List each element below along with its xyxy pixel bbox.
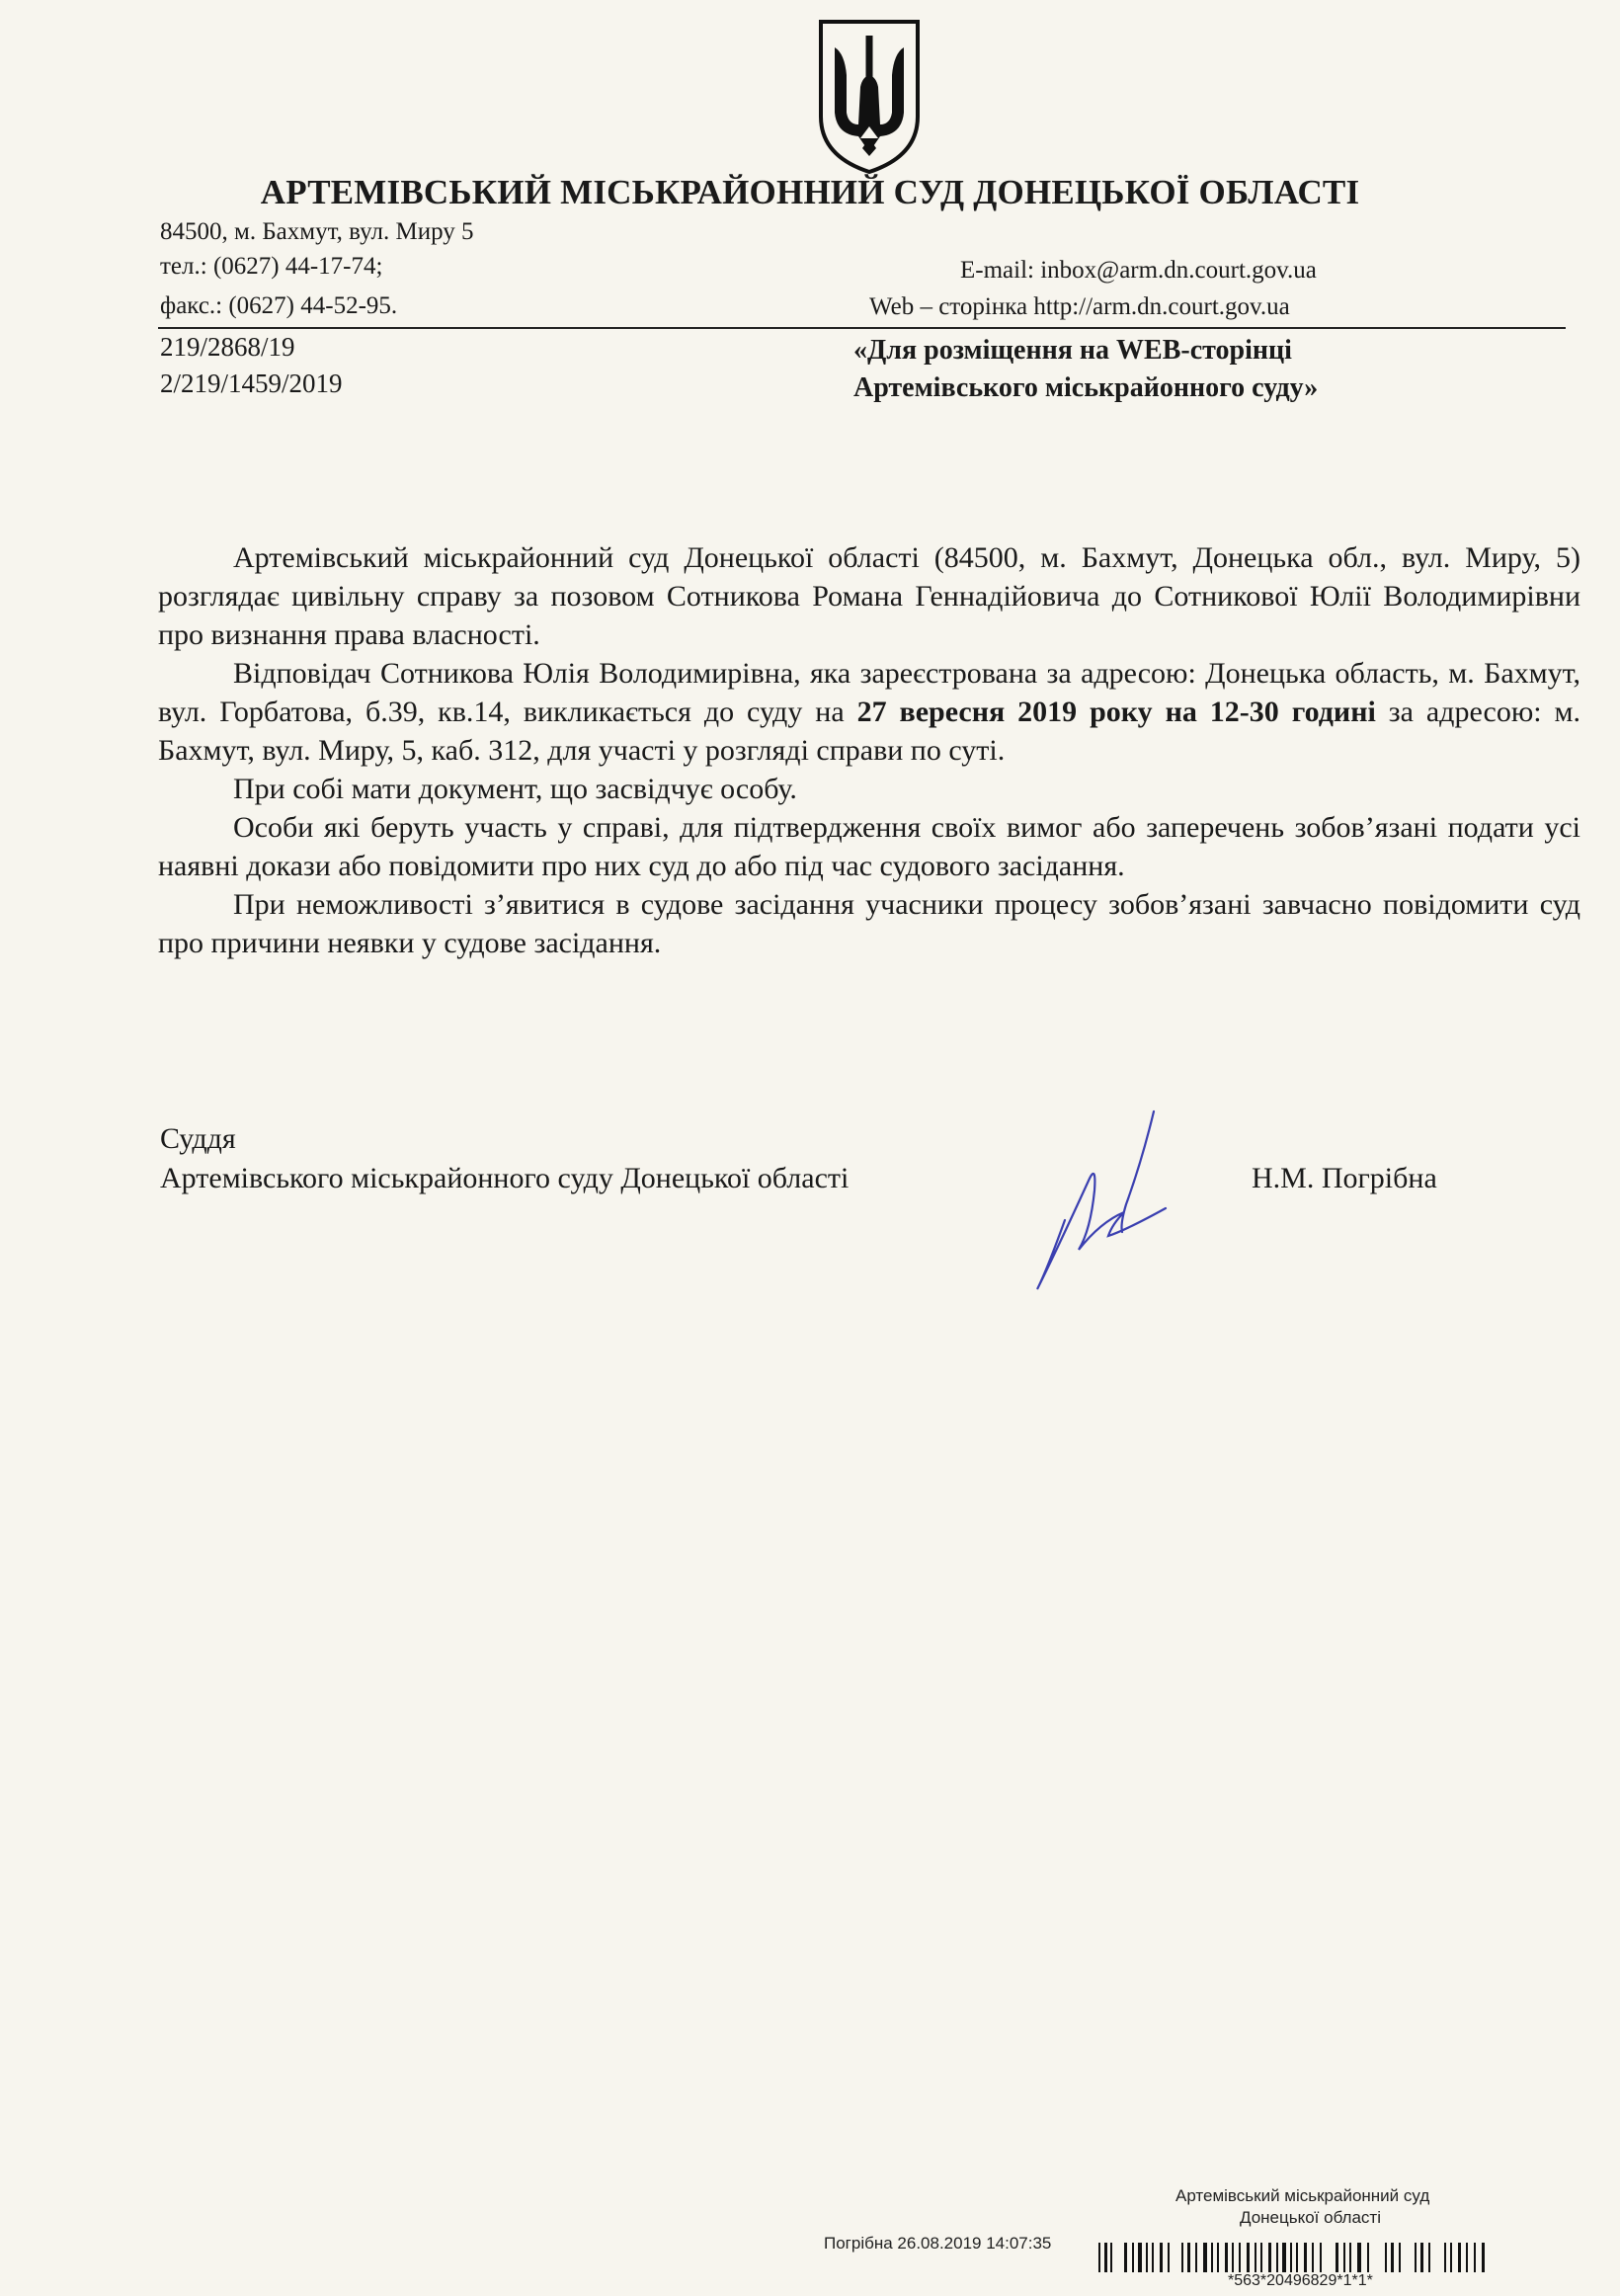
court-address: 84500, м. Бахмут, вул. Миру 5 bbox=[160, 218, 474, 245]
stamp-court-line1: Артемівський міськрайонний суд bbox=[1175, 2186, 1430, 2205]
hearing-datetime: 27 вересня 2019 року на 12-30 годині bbox=[856, 696, 1376, 728]
web-notice-line1: «Для розміщення на WEB-сторінці bbox=[853, 335, 1292, 366]
stamp-registration: Погрібна 26.08.2019 14:07:35 bbox=[824, 2234, 1052, 2253]
court-phone: тел.: (0627) 44-17-74; bbox=[160, 253, 383, 280]
notice-body bbox=[158, 538, 1580, 962]
barcode bbox=[1098, 2243, 1533, 2272]
proceeding-number: 2/219/1459/2019 bbox=[160, 369, 343, 398]
case-number: 219/2868/19 bbox=[160, 332, 295, 362]
judge-name: Н.М. Погрібна bbox=[1252, 1162, 1437, 1194]
paragraph-id-document: При собі мати документ, що засвідчує особу. bbox=[233, 773, 797, 805]
header-divider bbox=[158, 327, 1566, 329]
signature-role: Суддя bbox=[160, 1122, 236, 1155]
barcode-number: *563*20496829*1*1* bbox=[1228, 2272, 1373, 2289]
paragraph-absence: При неможливості з’явитися в судове засідання учасники процесу зобов’язані завчасно повідомити суд про причини неявки у судове засідання. bbox=[158, 888, 1580, 959]
court-email: E-mail: inbox@arm.dn.court.gov.ua bbox=[960, 257, 1317, 284]
court-fax: факс.: (0627) 44-52-95. bbox=[160, 292, 398, 319]
paragraph-case-description: Артемівський міськрайонний суд Донецької області (84500, м. Бахмут, Донецька обл., вул. Миру, 5) розглядає цивільну справу за позовом Сотникова Романа Геннадійовича до Сотникової Юлії Володимирівни про визнання права власності. bbox=[158, 541, 1580, 651]
signature-court: Артемівського міськрайонного суду Донецької області bbox=[160, 1162, 850, 1194]
web-notice-line2: Артемівського міськрайонного суду» bbox=[853, 372, 1319, 403]
paragraph-summons: Відповідач Сотникова Юлія Володимирівна, яка зареєстрована за адресою: Донецька область, м. Бахмут, вул. Горбатова, б.39, кв.14, викликається до суду на 27 вересня 2019 року на 12-30 годині за адресою: м. Бахмут, вул. Миру, 5, каб. 312, для участі у розгляді справи по суті. bbox=[158, 657, 1580, 767]
court-website: Web – сторінка http://arm.dn.court.gov.ua bbox=[869, 293, 1290, 320]
court-title: АРТЕМІВСЬКИЙ МІСЬКРАЙОННИЙ СУД ДОНЕЦЬКОЇ ОБЛАСТІ bbox=[260, 173, 1360, 211]
handwritten-signature bbox=[1027, 1102, 1195, 1299]
coat-of-arms-emblem bbox=[815, 18, 924, 176]
stamp-court-line2: Донецької області bbox=[1240, 2208, 1381, 2227]
paragraph-evidence: Особи які беруть участь у справі, для підтвердження своїх вимог або заперечень зобов’язані подати усі наявні докази або повідомити про них суд до або під час судового засідання. bbox=[158, 811, 1580, 882]
